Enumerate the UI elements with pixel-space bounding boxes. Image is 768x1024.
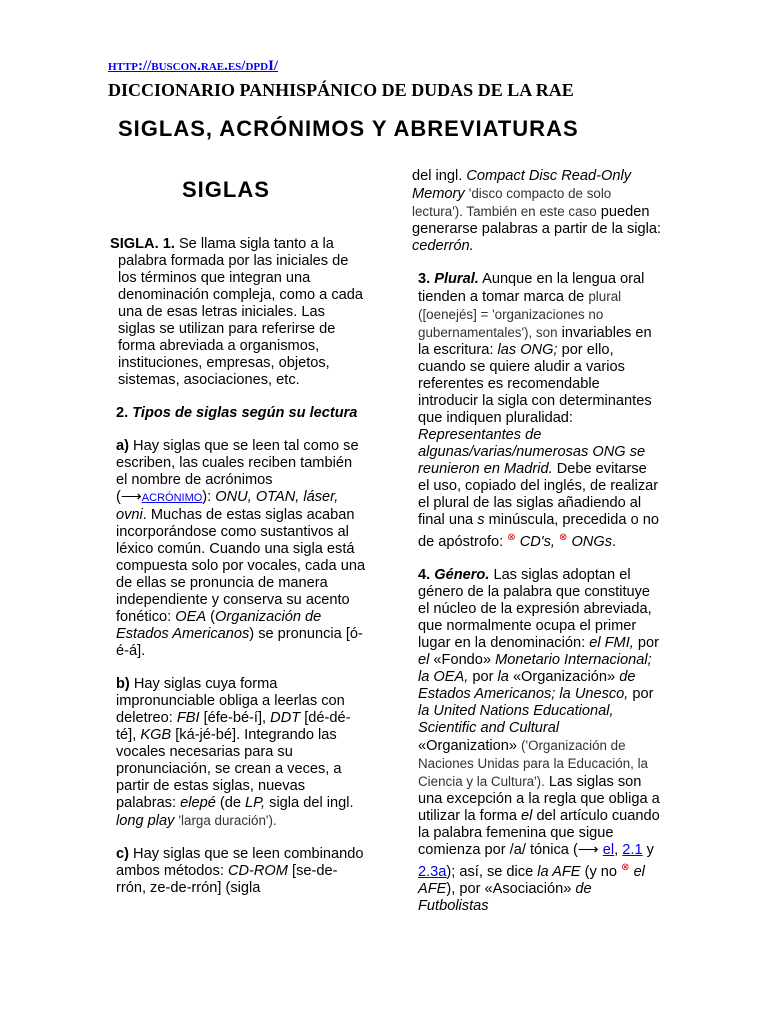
p4-por: por <box>637 634 659 651</box>
p3-text1: Aunque en la lengua oral tienden a tomar marca de <box>418 271 645 305</box>
pa-examples: ONU, OTAN, láser, ovni <box>116 489 339 523</box>
source-url-link[interactable]: http://buscon.rae.es/dpdI/ <box>108 58 279 74</box>
pa-close: ): <box>202 489 212 505</box>
p3-ongs: ONGs <box>571 533 612 550</box>
p4-text3: del artículo cuando la palabra femenina que sigue comienza por <box>418 807 660 858</box>
pa-oea-full: Organización de Estados Americanos <box>116 609 322 642</box>
right-column <box>412 168 662 931</box>
p3-text3: por ello, cuando se quiere aludir a varios referentes es recomendable introducir la sigla con determinantes que indiquen pluralidad: <box>418 342 652 426</box>
p4-mi: Monetario Internacional; la OEA, <box>418 651 652 685</box>
p4-gloss: ('Organización de Naciones Unidas para la Educación, la Ciencia y la Cultura'). <box>418 737 649 789</box>
section-heading: SIGLAS <box>182 177 270 202</box>
p4-text1: Las siglas adoptan el género de la palabra que constituye el núcleo de la expresión abreviada, que normalmente ocupa el primer lugar en la denominación: <box>418 566 652 651</box>
dictionary-title: DICCIONARIO PANHISPÁNICO DE DUDAS DE LA RAE <box>108 80 574 100</box>
p4-fmi: el FMI, <box>589 634 634 651</box>
cont-word: cederrón. <box>412 238 474 254</box>
pb-sigla: sigla del ingl. <box>269 795 354 811</box>
continuation-paragraph <box>412 168 662 255</box>
pb-de: (de <box>219 795 241 811</box>
p4-comma: , <box>614 841 619 858</box>
p4-asoc: «Asociación» <box>484 880 572 897</box>
p4-asi: ); así, se dice <box>446 863 534 880</box>
p1-text: Se llama sigla tanto a la palabra formada por las iniciales de los términos que integran una denominación compleja, como a cada una de esas letras iniciales. Las siglas se utilizan para referirse de forma abreviada a organismos, instituciones, empresas, objetos, sistemas, asociaciones, etc. <box>118 236 363 388</box>
p3-text2: invariables en la escritura: <box>418 325 652 358</box>
cont-en: Compact Disc Read-Only Memory <box>412 168 632 202</box>
p3-las: las ONG; <box>497 342 558 358</box>
cont-gloss: 'disco compacto de solo lectura'). También en este caso <box>412 186 612 219</box>
p3-cds: CD's, <box>519 533 555 550</box>
pa-label: a) <box>116 438 129 454</box>
link-2-3a[interactable]: 2.3a <box>418 863 447 880</box>
acronimo-link[interactable]: ACRÓNIMO <box>141 492 203 504</box>
paragraph-1 <box>110 236 366 389</box>
p4-num: 4. <box>418 566 431 583</box>
pb-label: b) <box>116 676 130 692</box>
p4-por2: por <box>472 668 494 685</box>
cont-pre: del ingl. <box>412 168 463 184</box>
pc-cdrom: CD-ROM <box>227 863 288 879</box>
paragraph-4 <box>412 567 662 915</box>
p4-org: «Organización» <box>512 668 616 685</box>
p3-dot: . <box>612 533 617 550</box>
pa-oea: OEA <box>175 609 207 625</box>
incorrect-mark-icon: ⊗ <box>621 861 630 873</box>
p3-num: 3. <box>418 271 431 287</box>
paragraph-c <box>110 846 366 897</box>
cont-text: pueden generarse palabras a partir de la sigla: <box>412 204 662 237</box>
pb-gloss: 'larga duración'). <box>178 813 277 828</box>
p4-de: de Estados Americanos; la Unesco, <box>418 668 636 702</box>
p3-text4: Debe evitarse el uso, copiado del inglés, de realizar el plural de las siglas añadiendo al final una <box>418 461 659 528</box>
p3-example: Representantes de algunas/varias/numerosas ONG se reunieron en Madrid. <box>418 427 646 477</box>
paragraph-3 <box>412 271 662 551</box>
pa-text1: Hay siglas que se leen tal como se escriben, las cuales reciben también el nombre de acrónimos <box>116 438 359 488</box>
p4-yno: (y no <box>584 863 618 880</box>
pb-lp: LP, <box>245 795 266 811</box>
p4-title: Género. <box>434 566 490 583</box>
pb-text1: Hay siglas cuya forma impronunciable obliga a leerlas con deletreo: <box>116 676 345 726</box>
p3-title: Plural. <box>434 271 479 287</box>
paragraph-2 <box>110 405 366 422</box>
pc-text1: Hay siglas que se leen combinando ambos métodos: <box>116 846 364 879</box>
incorrect-mark-icon: ⊗ <box>507 532 516 543</box>
pa-text2: . Muchas de estas siglas acaban incorporándose como sustantivos al léxico común. Cuando una sigla está compuesta solo por vocales, cada una de ellas se pronuncia de manera independiente y conserva su acento fonético: <box>116 507 366 625</box>
paragraph-a <box>110 438 366 660</box>
p4-text2: Las siglas son una excepción a la regla que obliga a utilizar la forma <box>418 773 660 824</box>
p1-label: SIGLA. 1. <box>110 236 175 252</box>
link-2-1[interactable]: 2.1 <box>622 841 643 858</box>
pa-text3: ) se pronuncia [ó-é-á]. <box>116 626 363 659</box>
p4-el: el <box>418 651 430 668</box>
p3-text5: minúscula, precedida o no de apóstrofo: <box>418 512 659 550</box>
p2-title: Tipos de siglas según su lectura <box>132 405 358 421</box>
pb-fbi: FBI <box>176 710 200 726</box>
p4-por3: por <box>632 685 654 702</box>
p4-lafe: la AFE <box>537 863 581 880</box>
incorrect-mark-icon: ⊗ <box>559 532 568 543</box>
pb-lp-full: long play <box>116 813 175 829</box>
page-title: SIGLAS, ACRÓNIMOS Y ABREVIATURAS <box>118 116 579 141</box>
p4-elafe: el AFE <box>418 863 645 897</box>
p4-y: y <box>646 841 654 858</box>
paragraph-b <box>110 676 366 830</box>
pa-arrow: (⟶ <box>116 489 142 505</box>
p4-la: la <box>497 668 509 685</box>
p4-el2: el <box>521 807 533 824</box>
p3-gloss: plural ([oenejés] = 'organizaciones no gubernamentales'), son <box>418 289 622 340</box>
p4-un: la United Nations Educational, Scientific and Cultural <box>418 702 614 736</box>
pb-kgb-pron: [ká-jé-bé]. Integrando las vocales necesarias para su pronunciación, se crean a veces, a partir de estas siglas, nuevas palabras: <box>116 727 342 811</box>
link-el[interactable]: el <box>602 841 615 858</box>
pc-text2: [se-de-rrón, ze-de-rrón] (sigla <box>116 863 338 896</box>
p4-porA: ), por <box>446 880 481 897</box>
pb-fbi-pron: [éfe-bé-í], <box>203 710 267 726</box>
pc-label: c) <box>116 846 129 862</box>
left-column <box>110 236 366 913</box>
p3-s: s <box>477 512 485 528</box>
p4-fondo: «Fondo» <box>433 651 492 668</box>
pb-ddt: DDT <box>270 710 301 726</box>
pb-ddt-pron: [dé-dé-té], <box>116 710 351 743</box>
pb-elepe: elepé <box>180 795 216 811</box>
pa-paren: ( <box>210 609 215 625</box>
p4-a: /a/ tónica (⟶ <box>509 841 599 858</box>
p2-num: 2. <box>116 405 129 421</box>
pb-kgb: KGB <box>140 727 172 743</box>
p4-org2: «Organization» <box>418 737 517 754</box>
p4-futb: de Futbolistas <box>418 880 592 914</box>
